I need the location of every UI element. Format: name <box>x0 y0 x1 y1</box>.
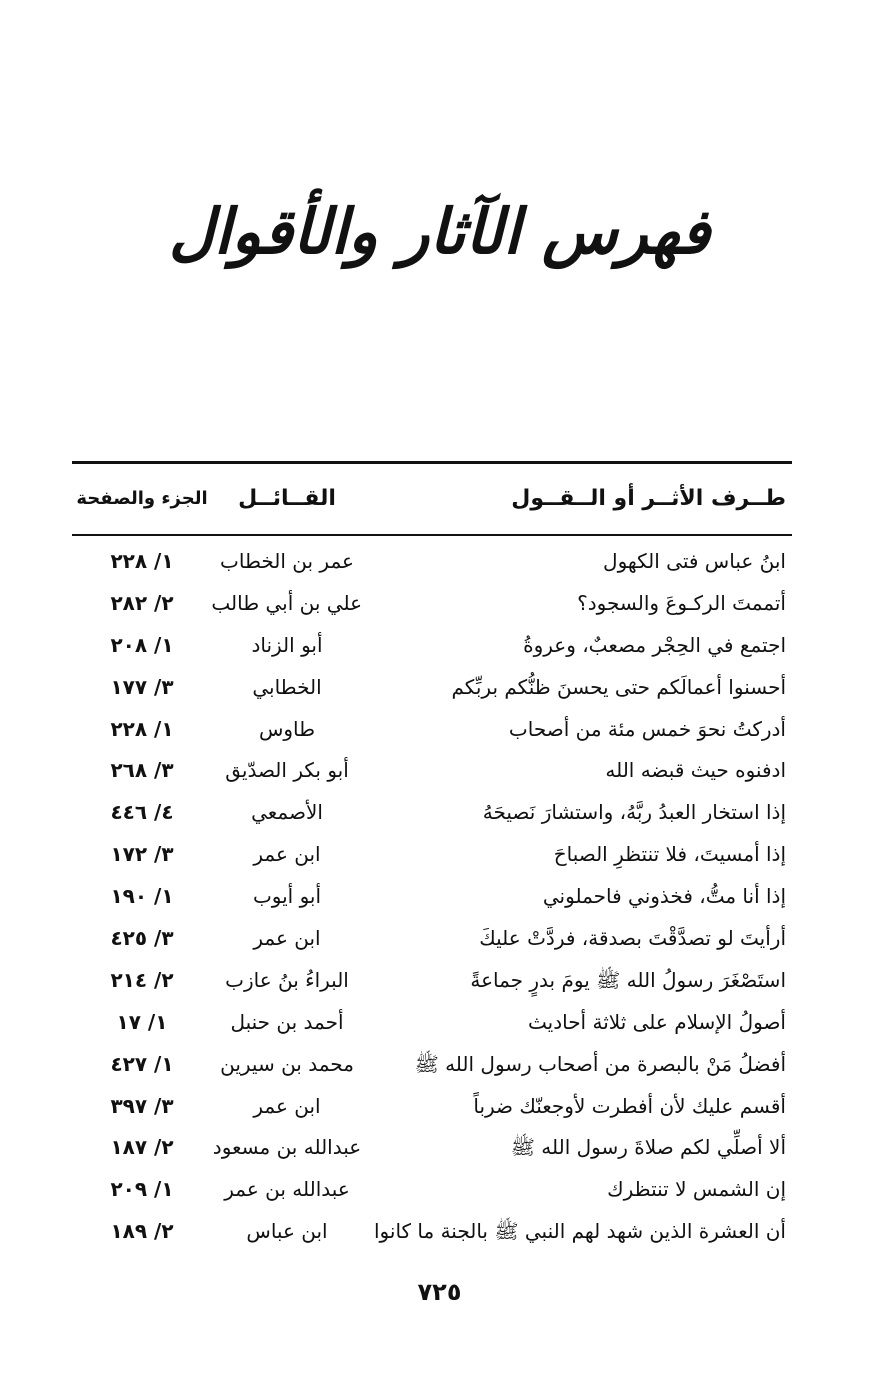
header-reference: الجزء والصفحة <box>76 488 208 509</box>
row-speaker: طاوس <box>258 716 316 741</box>
table-row <box>72 834 792 876</box>
row-phrase: أصولُ الإسلام على ثلاثة أحاديث <box>527 1009 786 1034</box>
table-row <box>72 1211 792 1253</box>
row-speaker: ابن عمر <box>253 926 321 951</box>
table-row <box>72 583 792 625</box>
table-row <box>72 876 792 918</box>
row-phrase: استَصْغَرَ رسولُ الله ﷺ يومَ بدرٍ جماعةً <box>470 967 786 992</box>
row-reference: ١/ ٢٠٩ <box>110 1177 174 1202</box>
row-reference: ١/ ٢٢٨ <box>110 549 174 573</box>
page-number: ٧٢٥ <box>417 1278 462 1306</box>
table-row <box>72 792 792 834</box>
row-phrase: إذا أنا متُّ، فخذوني فاحملوني <box>542 884 786 909</box>
table-row <box>72 750 792 792</box>
row-reference: ١/ ٤٢٧ <box>110 1051 174 1076</box>
table-row <box>72 1127 792 1169</box>
table-row <box>72 1044 792 1086</box>
row-phrase: أقسم عليك لأن أفطرت لأوجعنّك ضرباً <box>473 1093 786 1118</box>
row-phrase: إذا أمسيتَ، فلا تنتظرِ الصباحَ <box>553 842 786 867</box>
row-speaker: أبو أيوب <box>252 884 322 909</box>
row-reference: ١/ ٢٠٨ <box>110 632 174 657</box>
row-speaker: أبو الزناد <box>251 632 323 657</box>
row-reference: ٢/ ٢٨٢ <box>110 590 174 615</box>
table-row <box>72 918 792 960</box>
index-table <box>72 461 792 1253</box>
row-speaker: ابن عمر <box>253 1093 321 1118</box>
row-reference: ٣/ ٢٦٨ <box>110 758 174 783</box>
header-phrase: طــرف الأثــر أو الــقــول <box>511 486 786 511</box>
row-phrase: ابنُ عباس فتى الكهول <box>603 549 786 573</box>
row-speaker: عمر بن الخطاب <box>220 549 354 573</box>
row-speaker: عبدالله بن عمر <box>224 1177 350 1202</box>
header-speaker: القــائــل <box>238 486 336 511</box>
table-row <box>72 1169 792 1211</box>
row-phrase: إن الشمس لا تنتظرك <box>607 1177 786 1202</box>
row-reference: ٢/ ١٨٧ <box>110 1135 174 1160</box>
table-row <box>72 1086 792 1128</box>
row-reference: ٤/ ٤٤٦ <box>110 800 174 825</box>
row-reference: ٣/ ١٧٧ <box>110 674 174 699</box>
table-row <box>72 625 792 667</box>
row-reference: ١/ ٢٢٨ <box>110 716 174 741</box>
row-speaker: أحمد بن حنبل <box>230 1009 344 1034</box>
table-header <box>72 464 792 534</box>
row-speaker: عبدالله بن مسعود <box>212 1135 362 1160</box>
row-speaker: البراءُ بنُ عازب <box>225 967 349 992</box>
row-phrase: ألا أصلِّي لكم صلاةَ رسول الله ﷺ <box>510 1135 786 1160</box>
row-phrase: أن العشرة الذين شهد لهم النبي ﷺ بالجنة ما كانوا <box>373 1219 786 1244</box>
row-speaker: الخطابي <box>252 674 322 699</box>
page-title: فهرس الآثار والأقوال <box>168 195 711 268</box>
row-speaker: علي بن أبي طالب <box>211 590 362 615</box>
row-speaker: محمد بن سيرين <box>220 1051 354 1076</box>
table-row <box>72 541 792 583</box>
row-phrase: أرأيتَ لو تصدَّقْتَ بصدقة، فردَّتْ عليكَ <box>479 926 786 951</box>
row-speaker: ابن عمر <box>253 842 321 867</box>
table-row <box>72 960 792 1002</box>
row-phrase: أفضلُ مَنْ بالبصرة من أصحاب رسول الله ﷺ <box>414 1051 786 1076</box>
row-speaker: ابن عباس <box>246 1219 328 1244</box>
table-body <box>72 536 792 1253</box>
table-row <box>72 1002 792 1044</box>
table-row <box>72 667 792 709</box>
row-reference: ٣/ ١٧٢ <box>110 842 174 867</box>
row-phrase: إذا استخار العبدُ ربَّهُ، واستشارَ نَصيحَهُ <box>482 800 786 825</box>
row-reference: ٢/ ٢١٤ <box>110 967 174 992</box>
row-phrase: أدركتُ نحوَ خمس مئة من أصحاب <box>508 716 786 741</box>
row-phrase: اجتمع في الحِجْر مصعبٌ، وعروةُ <box>523 632 786 657</box>
row-phrase: أتممتَ الركـوعَ والسجود؟ <box>577 590 786 615</box>
row-reference: ١/ ١٧ <box>116 1009 168 1034</box>
row-phrase: أحسنوا أعمالَكم حتى يحسنَ ظنُّكم بربِّكم <box>451 674 786 699</box>
row-reference: ٣/ ٣٩٧ <box>110 1093 174 1118</box>
row-reference: ٢/ ١٨٩ <box>110 1219 174 1244</box>
row-speaker: الأصمعي <box>251 800 323 825</box>
row-speaker: أبو بكر الصدّيق <box>225 758 349 783</box>
table-row <box>72 709 792 751</box>
row-reference: ١/ ١٩٠ <box>110 884 174 909</box>
row-phrase: ادفنوه حيث قبضه الله <box>605 758 786 783</box>
row-reference: ٣/ ٤٢٥ <box>110 926 174 951</box>
